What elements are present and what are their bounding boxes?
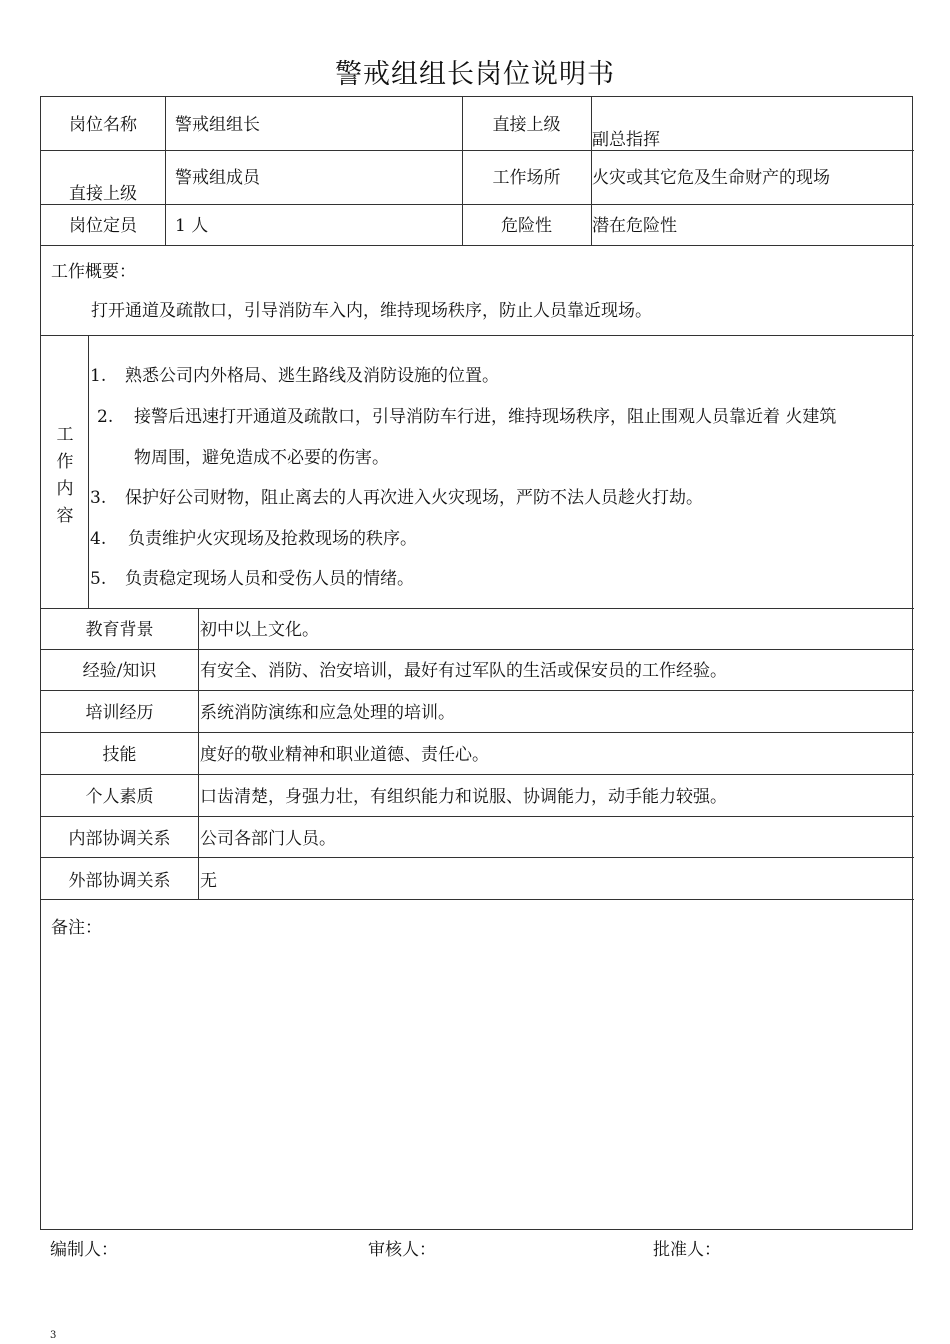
requirement-value: 初中以上文化。	[200, 620, 319, 640]
row-divider	[41, 732, 914, 733]
requirement-label: 培训经历	[85, 703, 154, 723]
row-divider	[41, 150, 914, 151]
duty-text: 保护好公司财物，阻止离去的人再次进入火灾现场，严防不法人员趁火打劫。	[125, 488, 703, 508]
row-divider	[41, 816, 914, 817]
superior-label: 直接上级	[492, 115, 561, 135]
row-divider	[41, 857, 914, 858]
requirement-label: 教育背景	[85, 620, 154, 640]
duty-number: 3.	[90, 488, 107, 508]
duty-number: 2.	[97, 407, 114, 427]
requirement-value: 口齿清楚，身强力壮，有组织能力和说服、协调能力，动手能力较强。	[200, 787, 727, 807]
col-divider	[165, 97, 166, 245]
superior-value: 副总指挥	[592, 130, 660, 150]
position-name-value: 警戒组组长	[175, 115, 260, 135]
row-divider	[41, 204, 914, 205]
position-table	[40, 96, 913, 1230]
requirement-label: 个人素质	[85, 787, 154, 807]
prepared-by: 编制人：	[50, 1240, 118, 1260]
row-divider	[41, 690, 914, 691]
headcount-value: 1 人	[175, 216, 209, 236]
duties-label-char: 内	[56, 479, 74, 499]
page-number: 3	[50, 1330, 57, 1341]
remarks-label: 备注：	[51, 918, 102, 938]
duties-label-char: 容	[56, 506, 74, 526]
duty-number: 1.	[90, 366, 107, 386]
duty-number: 5.	[90, 569, 107, 589]
requirement-label: 经验/知识	[82, 661, 157, 681]
summary-text: 打开通道及疏散口，引导消防车入内，维持现场秩序，防止人员靠近现场。	[91, 301, 652, 321]
row-divider	[41, 899, 914, 900]
row-divider	[41, 608, 914, 609]
row-divider	[41, 245, 914, 246]
risk-label: 危险性	[501, 216, 552, 236]
subordinate-label: 直接上级	[69, 184, 137, 204]
document-title: 警戒组组长岗位说明书	[335, 59, 615, 90]
duty-text: 接警后迅速打开通道及疏散口，引导消防车行进，维持现场秩序，阻止围观人员靠近着 火建筑	[134, 407, 837, 427]
requirement-value: 系统消防演练和应急处理的培训。	[200, 703, 455, 723]
duties-label-char: 工	[56, 425, 74, 445]
col-divider	[198, 608, 199, 899]
col-divider	[88, 335, 89, 608]
requirement-value: 度好的敬业精神和职业道德、责任心。	[200, 745, 489, 765]
workplace-value: 火灾或其它危及生命财产的现场	[592, 168, 830, 188]
duties-label-char: 作	[56, 452, 74, 472]
requirement-value: 无	[200, 871, 217, 891]
reviewed-by: 审核人：	[368, 1240, 436, 1260]
workplace-label: 工作场所	[492, 168, 561, 188]
duty-text: 熟悉公司内外格局、逃生路线及消防设施的位置。	[125, 366, 499, 386]
approved-by: 批准人：	[653, 1240, 721, 1260]
duty-text-continued: 物周围，避免造成不必要的伤害。	[134, 448, 389, 468]
duty-text: 负责维护火灾现场及抢救现场的秩序。	[128, 529, 417, 549]
row-divider	[41, 649, 914, 650]
duty-number: 4.	[90, 529, 107, 549]
row-divider	[41, 774, 914, 775]
requirement-label: 外部协调关系	[68, 871, 171, 891]
summary-label: 工作概要：	[51, 262, 136, 282]
requirement-label: 技能	[102, 745, 137, 765]
subordinate-value: 警戒组成员	[175, 168, 260, 188]
row-divider	[41, 335, 914, 336]
headcount-label: 岗位定员	[69, 216, 137, 236]
position-name-label: 岗位名称	[69, 115, 137, 135]
duties-label	[55, 422, 75, 530]
requirement-label: 内部协调关系	[68, 829, 171, 849]
requirement-value: 有安全、消防、治安培训，最好有过军队的生活或保安员的工作经验。	[200, 661, 727, 681]
requirement-value: 公司各部门人员。	[200, 829, 336, 849]
duty-text: 负责稳定现场人员和受伤人员的情绪。	[125, 569, 414, 589]
risk-value: 潜在危险性	[592, 216, 677, 236]
